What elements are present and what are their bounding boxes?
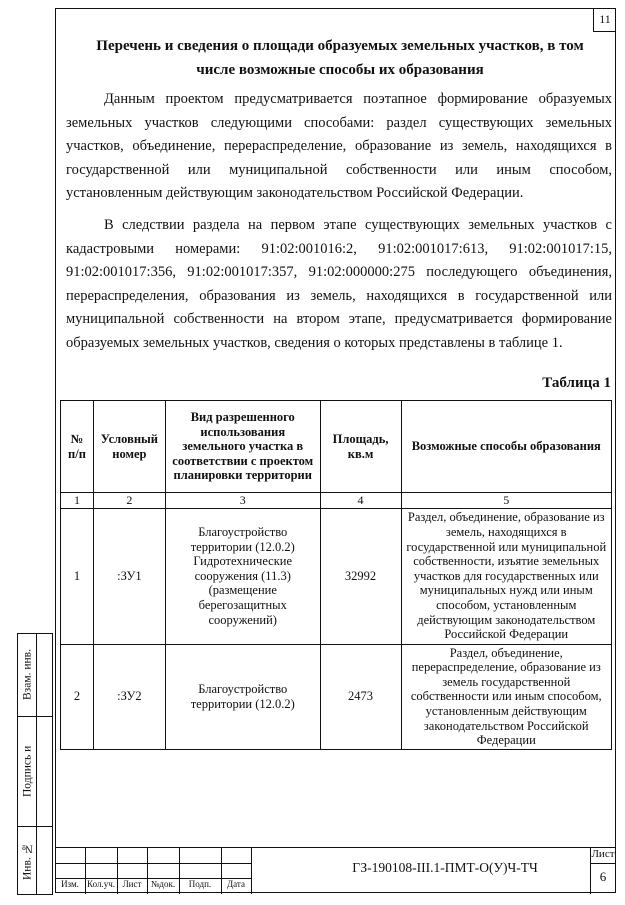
paragraph-1-line: установленным действующим законодательством Российской Федерации. xyxy=(66,185,524,202)
paragraph-1-line: государственной или муниципальной собственности или иным способом, xyxy=(66,161,612,178)
column-number: 4 xyxy=(320,493,401,509)
paragraph-2-line: 91:02:001017:356, 91:02:001017:357, 91:02:000000:275 последующего объединения, xyxy=(66,264,612,281)
title-block xyxy=(55,847,616,893)
row-number: 2 xyxy=(61,644,94,749)
side-label-inv: Инв. № xyxy=(21,842,34,880)
row-area: 2473 xyxy=(320,644,401,749)
column-number: 5 xyxy=(401,493,612,509)
header-area: Площадь, кв.м xyxy=(320,401,401,493)
row-permitted-use: Благоустройство территории (12.0.2) Гидротехнические сооружения (11.3) (размещение берегозащитных сооружений) xyxy=(165,508,320,644)
row-permitted-use: Благоустройство территории (12.0.2) xyxy=(165,644,320,749)
stamp-label-koluch: Кол.уч. xyxy=(87,879,115,889)
side-label-podpis: Подпись и xyxy=(21,745,34,797)
column-number: 3 xyxy=(165,493,320,509)
column-number: 1 xyxy=(61,493,94,509)
document-code: ГЗ-190108-III.1-ПМТ-О(У)Ч-ТЧ xyxy=(352,860,538,875)
stamp-label-ndok: №док. xyxy=(150,879,176,889)
table-row xyxy=(61,508,612,644)
side-stamp xyxy=(17,633,53,895)
table-column-numbers xyxy=(61,493,612,509)
table-header-row xyxy=(61,401,612,493)
stamp-label-data: Дата xyxy=(227,879,245,889)
land-plots-table xyxy=(60,400,612,750)
top-page-number: 11 xyxy=(593,8,616,32)
paragraph-2-line: В следствии раздела на первом этапе существующих земельных участков с xyxy=(104,217,612,233)
paragraph-1 xyxy=(66,88,612,206)
paragraph-2-line: кадастровыми номерами: 91:02:001016:2, 91:02:001017:613, 91:02:001017:15, xyxy=(66,240,612,257)
header-permitted-use: Вид разрешенного использования земельного участка в соответствии с проектом планировки территории xyxy=(165,401,320,493)
side-label-vzam: Взам. инв. xyxy=(21,649,34,701)
header-methods: Возможные способы образования xyxy=(401,401,612,493)
sheet-number: 6 xyxy=(599,869,607,884)
paragraph-2-line: перераспределения, образования из земель, находящихся в государственной или xyxy=(66,287,612,304)
header-number: № п/п xyxy=(61,401,94,493)
paragraph-1-line: Данным проектом предусматривается поэтапное формирование образуемых xyxy=(104,91,612,107)
heading-line-2: числе возможные способы их образования xyxy=(196,62,484,78)
table-row xyxy=(61,644,612,749)
row-area: 32992 xyxy=(320,508,401,644)
paragraph-2 xyxy=(66,214,612,356)
stamp-label-podp: Подп. xyxy=(188,879,212,889)
row-methods: Раздел, объединение, образование из земель, находящихся в государственной или муниципальной собственности, изъятие земельных участков для государственных или муниципальных нужд или иным способом, установленным действующим законодательством Российской Федерации xyxy=(401,508,612,644)
stamp-col-line xyxy=(251,848,252,894)
sheet-label: Лист xyxy=(591,848,615,860)
stamp-label-list: Лист xyxy=(122,879,142,889)
paragraph-1-line: участков, объединение, перераспределение, образование из земель, находящихся в xyxy=(66,138,612,155)
table-caption: Таблица 1 xyxy=(542,375,611,391)
row-code: :ЗУ1 xyxy=(93,508,165,644)
paragraph-1-line: земельных участков следующими способами: раздел существующих земельных xyxy=(66,114,612,131)
heading-line-1: Перечень и сведения о площади образуемых земельных участков, в том xyxy=(96,38,584,54)
row-methods: Раздел, объединение, перераспределение, образование из земель государственной собственности или иным способом, установленным действующим законодательством Российской Федерации xyxy=(401,644,612,749)
row-number: 1 xyxy=(61,508,94,644)
row-code: :ЗУ2 xyxy=(93,644,165,749)
header-code: Условный номер xyxy=(93,401,165,493)
column-number: 2 xyxy=(93,493,165,509)
stamp-label-izm: Изм. xyxy=(61,879,79,889)
paragraph-2-line: муниципальной собственности на втором этапе, предусматривается формирование xyxy=(66,311,612,328)
paragraph-2-line: образуемых земельных участков, сведения о которых представлены в таблице 1. xyxy=(66,334,563,351)
